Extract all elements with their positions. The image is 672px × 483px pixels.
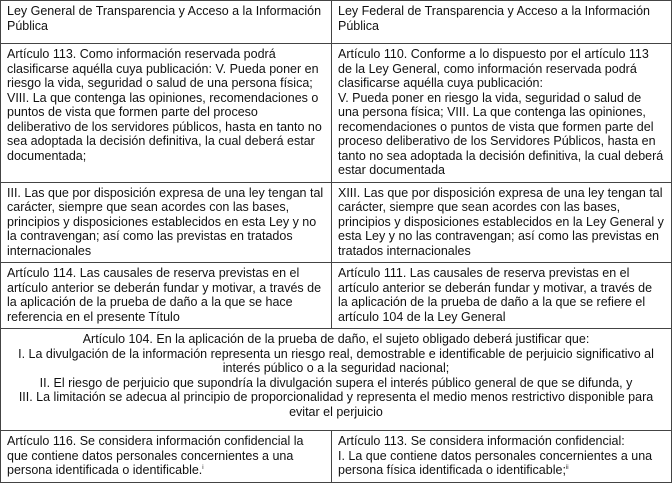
row2-right-text: XIII. Las que por disposición expresa de una ley tengan tal carácter, siempre que sean acordes con las bases, principios y disposiciones establecidos en la Ley General y esta Ley y no las contravengan; así como las previstas en tratados internacionales: [338, 185, 664, 258]
merged-item-2: II. El riesgo de perjuicio que supondría la divulgación supera el interés público general de que se difunda, y: [39, 375, 633, 390]
merged-cell: [1, 329, 672, 431]
table-cell: [1, 431, 332, 483]
table-cell: [1, 44, 332, 183]
header-general-law: Ley General de Transparencia y Acceso a la Información Pública: [7, 4, 322, 33]
row3-left-text: Artículo 114. Las causales de reserva previstas en el artículo anterior se deberán fundar y motivar, a través de la aplicación de la prueba de daño a la que se hace referencia en el presente Título: [7, 266, 322, 324]
table-row: [1, 44, 672, 183]
row1-left-text: Artículo 113. Como información reservada podrá clasificarse aquélla cuya publicación: V. Pueda poner en riesgo la vida, seguridad o salud de una persona física; VIII. La que contenga las opiniones, recomendaciones o puntos de vista que formen parte del proceso deliberativo de los servidores públicos, hasta en tanto no sea adoptada la decisión definitiva, la cual deberá estar documentada;: [7, 47, 322, 163]
table-cell: [1, 263, 332, 329]
header-federal-law: Ley Federal de Transparencia y Acceso a la Información Pública: [338, 4, 650, 33]
header-row: [1, 1, 672, 44]
footnote-marker-ii: ii: [565, 464, 569, 471]
merged-item-1: I. La divulgación de la información representa un riesgo real, demostrable e identificable de perjuicio significativo al interés público o a la seguridad nacional;: [18, 346, 654, 375]
merged-row: [1, 329, 672, 431]
row2-left-text: III. Las que por disposición expresa de una ley tengan tal carácter, siempre que sean acordes con las bases, principios y disposiciones establecidos en esta Ley y no la contravengan; así como las previstas en tratados internacionales: [7, 185, 324, 258]
merged-item-3: III. La limitación se adecua al principio de proporcionalidad y representa el medio menos restrictivo disponible para evitar el perjuicio: [18, 390, 654, 419]
table-cell: [332, 431, 672, 483]
last-right-text: [338, 449, 665, 478]
table-cell: [332, 182, 672, 263]
header-cell-federal-law: [332, 1, 672, 44]
header-cell-general-law: [1, 1, 332, 44]
last-left-body: Artículo 116. Se considera información confidencial la que contiene datos personales concernientes a una persona identificada o identificable.: [7, 434, 304, 477]
table-row: [1, 431, 672, 483]
row1-right-intro: Artículo 110. Conforme a lo dispuesto por el artículo 113 de la Ley General, como información reservada podrá clasificarse aquélla cuya publicación:: [338, 47, 649, 90]
table-cell: [1, 182, 332, 263]
row1-right-body: V. Pueda poner en riesgo la vida, seguridad o salud de una persona física; VIII. La que contenga las opiniones, recomendaciones o puntos de vista que formen parte del proceso deliberativo de los Servidores Públicos, hasta en tanto no sea adoptada la decisión definitiva, la cual deberá estar documentada: [338, 90, 664, 177]
last-left-text: [7, 434, 325, 478]
last-right-intro: Artículo 113. Se considera información confidencial:: [338, 434, 625, 448]
last-right-body: I. La que contiene datos personales concernientes a una persona física identificada o identificable;: [338, 448, 653, 477]
footnote-marker-i: i: [202, 464, 204, 471]
table-row: [1, 263, 672, 329]
table-row: [1, 182, 672, 263]
table-cell: [332, 263, 672, 329]
table-cell: [332, 44, 672, 183]
merged-intro: Artículo 104. En la aplicación de la prueba de daño, el sujeto obligado deberá justificar que:: [82, 332, 590, 346]
row3-right-text: Artículo 111. Las causales de reserva previstas en el artículo anterior se deberán fundar y motivar, a través de la aplicación de la prueba de daño a la que se refiere el artículo 104 de la Ley General: [338, 266, 653, 324]
